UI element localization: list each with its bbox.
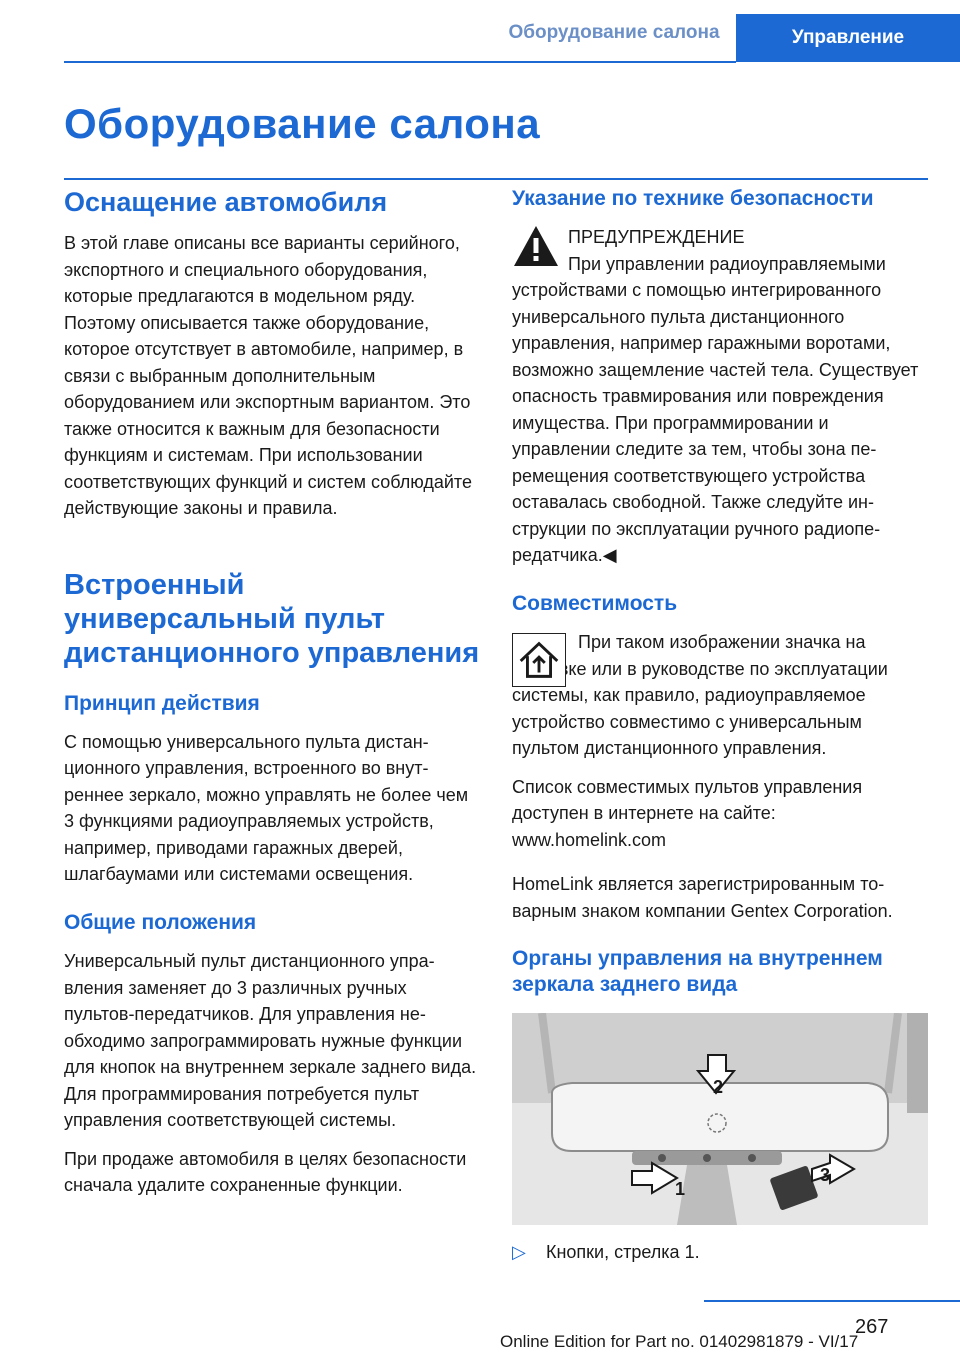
compat-text: При таком изображении значка на упаковке или в руководстве по эксплуатации системы, как правило, радиоуправляемое устройство совместимо с универсальным пультом дистанционного управления.: [512, 632, 888, 758]
warning-text: [512, 251, 928, 569]
figure-label-2: 2: [713, 1076, 724, 1097]
bullet-marker: ▷: [512, 1241, 526, 1262]
footer-rule: [704, 1300, 960, 1302]
general-text-2: При продаже автомобиля в целях безопасности сначала удалите сохраненные функции.: [64, 1148, 467, 1196]
edition-footer: Online Edition for Part no. 01402981879 - VI/17: [500, 1332, 859, 1351]
bullet-text: Кнопки, стрелка 1.: [546, 1241, 700, 1262]
warning-text-content: При управлении радиоуправляемыми устройствами с помощью интегрированного универсального пульта дистанционного управления, например гаражными воротами, возможно защемление частей тела. Существует опасность травмирования или повреждения имущества. При программировании и управлении следите за тем, чтобы зона перемещения соответствующего устройства оставалась свободной. Также следуйте инструкции по эксплуатации ручного радиопередатчика.◀: [512, 253, 919, 566]
chapter-tab: Управление: [736, 14, 960, 62]
safety-heading: Указание по технике безопасности: [512, 187, 874, 210]
left-column: [64, 186, 480, 1211]
trademark-text: HomeLink является зарегистрированным товарным знаком компании Gentex Corporation.: [512, 874, 893, 921]
page-number: 267: [855, 1316, 889, 1338]
list-text: Список совместимых пультов управления доступен в интернете на сайте:: [512, 776, 863, 823]
controls-heading: Органы управления на внутреннем зеркала заднего вида: [512, 947, 883, 997]
figure-label-3: 3: [820, 1164, 831, 1185]
figure-label-1: 1: [675, 1178, 686, 1199]
mirror-illustration: [512, 1013, 928, 1225]
title-rule: [64, 178, 928, 180]
homelink-house-icon: [512, 633, 566, 687]
header-rule: [64, 61, 736, 63]
homelink-url: www.homelink.com: [512, 829, 667, 850]
right-column: [512, 186, 928, 1265]
warning-label: ПРЕДУПРЕЖДЕНИЕ: [568, 227, 745, 248]
general-text-1: Универсальный пульт дистанционного управления заменяет до 3 различных ручных пультов-передатчиков. Для управления необходимо запрограммировать нужные функции для кнопок на внутреннем зеркале заднего вида. Для программирования потребуется пульт управления соответствующей системы.: [64, 951, 477, 1131]
section-tab: Оборудование салона: [508, 22, 720, 43]
equipment-text: В этой главе описаны все варианты серийного, экспортного и специального оборудования, которые предлагаются в модельном ряду. Поэтому описывается также оборудование, которое отсутствует в автомобиле, например, в связи с выбранным дополнительным оборудованием или экспортным вариантом. Это также относится к важным для безопасности функциям и системам. При использовании соответствующих функций и систем соблюдайте действующие законы и правила.: [64, 233, 472, 519]
principle-text: С помощью универсального пульта дистанционного управления, встроенного во внутреннее зеркало, можно управлять не более чем 3 функциями радиоуправляемых устройств, например, приводами гаражных дверей, шлагбаумами или системами освещения.: [64, 731, 469, 885]
mirror-figure: [512, 1013, 928, 1225]
warning-block: [512, 224, 928, 569]
warning-triangle-icon: [512, 224, 560, 268]
list-item: [512, 1239, 928, 1265]
principle-heading: Принцип действия: [64, 691, 260, 715]
compat-heading: Совместимость: [512, 591, 678, 615]
equipment-heading: Оснащение автомобиля: [64, 187, 388, 217]
page-header: [0, 0, 960, 64]
compat-block: [512, 629, 928, 762]
page-title: Оборудование салона: [64, 100, 541, 147]
general-heading: Общие положения: [64, 910, 257, 934]
homelink-heading: Встроенный универсальный пульт дистанционного управления: [64, 568, 480, 670]
